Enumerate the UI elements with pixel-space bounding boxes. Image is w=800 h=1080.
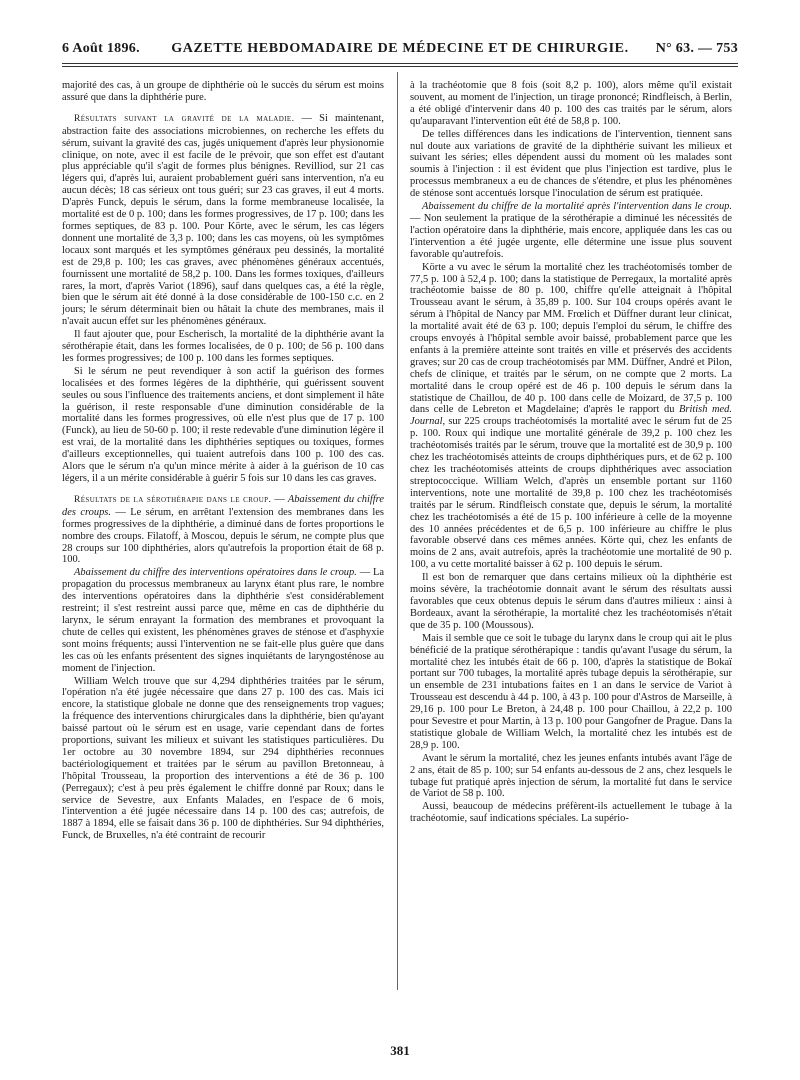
paragraph-text: Il est bon de remarquer que dans certains milieux où la diphthérie est moins sévère, la trachéotomie donnait avant le sérum des résultats aussi favorables que ceux obtenus depuis le sérum dans d'autres milieux : ainsi à Bordeaux, avant la sérothérapie, la mortalité chez les trachéotomisés n'était que de 35 p. 100 (Moussous). xyxy=(410,572,732,631)
paragraph xyxy=(410,201,732,261)
paragraph-text: Mais il semble que ce soit le tubage du larynx dans le croup qui ait le plus bénéficié de la pratique sérothérapique : tandis qu'avant l'usage du sérum, la mortalité chez les intubés était de 66 p. 100, d'après la statistique de Bokaï portant sur 700 tubages, la mortalité après tubage depuis la sérothérapie, sur un ensemble de 231 intubations faites en 1 an dans le service de Variot à Trousseau est descendu à 44 p. 100, à 43 p. 100 pour d'Astros de Marseille, à 29,16 p. 100 pour Le Breton, à 24,48 p. 100 pour Chaillou, à 22,2 p. 100 pour Sevestre et pour Martin, à 13 p. 100 pour Gangofner de Prague. Dans la statistique globale de William Welch, la mortalité chez les intubés est de 28,9 p. 100. xyxy=(410,632,732,751)
paragraph-text: — Non seulement la pratique de la sérothérapie a diminué les nécessités de l'action opératoire dans la diphthérie, mais encore, appliquée dans les cas ou l'intervention a été jugée urgente, elle détermine une issue plus souvent favorable qu'autrefois. xyxy=(410,212,732,260)
journal-title: GAZETTE HEBDOMADAIRE DE MÉDECINE ET DE CHIRURGIE. xyxy=(171,41,629,56)
paragraph xyxy=(62,366,384,485)
page-folio: 381 xyxy=(390,1043,410,1058)
paragraph-text: William Welch trouve que sur 4,294 diphthéries traitées par le sérum, l'opération n'a été jugée nécessaire que dans 27 p. 100 des cas. Mais ici encore, la statistique globale ne donne que des renseignements trop vagues; la fréquence des interventions chirurgicales dans la diphthérie, bien qu'ayant baissé partout où le sérum est en usage, varie cependant dans de fortes proportions, suivant les milieux et suivant les statistiques particulières. Du 1er octobre au 30 novembre 1894, sur 294 diphthéries reconnues bactériologiquement et traitées par le sérum au pavillon Bretonneau, à l'hôpital Trousseau, la proportion des interventions a été de 36 p. 100 (Perregaux); c'est à peu près également le chiffre donné par Roux; dans le service de Sevestre, aux Enfants Malades, en l'espace de 6 mois, l'intervention a été jugée nécessaire dans 14 p. 100 des cas; autrefois, de 1887 à 1894, elle se faisait dans 36 p. 100 de diphthéries. Sur 94 diphthéries, Funck, de Bruxelles, n'a été contraint de recourir xyxy=(62,675,384,842)
header-rule-bottom xyxy=(62,66,738,67)
paragraph-text: — xyxy=(271,493,288,505)
right-column xyxy=(410,80,732,826)
subsection-heading: Abaissement du chiffre de la mortalité après l'intervention dans le croup. xyxy=(422,201,732,213)
paragraph-text: majorité des cas, à un groupe de diphthérie où le succès du sérum est moins assuré que dans la diphthérie pure. xyxy=(62,80,384,103)
running-header xyxy=(62,38,738,60)
paragraph-text: Si le sérum ne peut revendiquer à son actif la guérison des formes localisées et des formes légères de la diphthérie, qui guérissent souvent seules ou sous l'influence des traitements anciens, et dont simplement il hâte la guérison, il reste responsable d'une diminution considérable de la mortalité dans les formes progressives, où elle n'est plus que de 17 p. 100 (Funck), au lieu de 50-60 p. 100; il reste redevable d'une diminution légère il est vrai, de la mortalité dans les diphthéries septiques ou toxiques, formes d'ailleurs exceptionnelles, qui tuaient autrefois dans 100 p. 100 des cas. Alors que le sérum n'a qu'un mince mérite à aider à la guérison de 10 cas légers, il a un mérite considérable à guérir 5 fois sur 10 dans les cas graves. xyxy=(62,365,384,484)
column-divider xyxy=(397,72,398,990)
paragraph-text: — Si maintenant, abstraction faite des associations microbiennes, on recherche les effets du sérum, suivant la gravité des cas, jugés uniquement d'après leur physionomie clinique, on note, avec il est facile de le prévoir, que son effet est d'autant plus appréciable qu'il s'agit de formes plus bénignes. Revilliod, sur 21 cas légers qui, d'après lui, auraient probablement guéri sans intervention, n'a eu aucun décès; 18 cas sérieux ont tous guéri; sur 23 cas graves, il eut 4 morts. D'après Funck, depuis le sérum, dans la forme membraneuse localisée, la mortalité est de 0 p. 100; dans les formes progressives, de 17 p. 100; dans les formes septiques, de 83 p. 100. Pour Körte, avec le sérum, les cas légers donnent une mortalité de 3,3 p. 100; dans les cas moyens, où les symptômes locaux sont marqués et les symptômes généraux peu dessinés, la mortalité est de 29,8 p. 100; les cas graves, avec phénomènes généraux accentués, fournissent une mortalité de 58,2 p. 100. Dans les formes toxiques, d'ailleurs rares, la mort, d'après Variot (1896), sauf dans quelques cas, a été la règle, bien que le sérum ait été donné à la dose considérable de 100-150 c.c. en 2 jours; le sérum déterminait bien ou hâtait la chute des membranes, mais il n'avait aucun effet sur les phénomènes généraux. xyxy=(62,112,384,328)
paragraph xyxy=(410,633,732,752)
paragraph-text: Il faut ajouter que, pour Escherisch, la mortalité de la diphthérie avant la sérothérapie était, dans les formes localisées, de 0 p. 100; de 56 p. 100 dans les formes progressives; de 100 p. 100 dans les formes septiques. xyxy=(62,329,384,364)
paragraph-text: à la trachéotomie que 8 fois (soit 8,2 p. 100), alors même qu'il existait souvent, au moment de l'injection, un tirage prononcé; Rindfleisch, à Berlin, a été obligé d'intervenir dans 40 p. 100 des cas traités par le sérum, alors qu'auparavant l'intervention eût été de 58,8 p. 100. xyxy=(410,80,732,127)
section-heading: Résultats de la sérothérapie dans le croup. xyxy=(74,494,272,505)
paragraph-text: — Le sérum, en arrêtant l'extension des membranes dans les formes progressives de la diphthérie, a diminué dans de fortes proportions le nombre des croups. Filatoff, à Moscou, depuis le sérum, ne compte plus que 28 croups sur 100 diphthéries, alors qu'autrefois la proportion était de 68 p. 100. xyxy=(62,506,384,566)
paragraph xyxy=(62,329,384,365)
paragraph xyxy=(62,567,384,674)
paragraph-text: Avant le sérum la mortalité, chez les jeunes enfants intubés avant l'âge de 2 ans, était de 85 p. 100; sur 54 enfants au-dessous de 2 ans, chez lesquels le tubage fut pratiqué après injection de sérum, la mortalité fut dans le service de Variot de 58 p. 100. xyxy=(410,752,732,800)
paragraph xyxy=(410,80,732,128)
paragraph-text: De telles différences dans les indications de l'intervention, tiennent sans nul doute aux variations de gravité de la diphthérie suivant les milieux et suivant les séries; elles dépendent aussi du moment où les malades sont soumis à l'injection : il est évident que plus l'injection est tardive, plus le processus membraneux a eu de chances de s'étendre, et plus les phénomènes de sténose sont accentués lorsque l'inoculation de sérum est pratiquée. xyxy=(410,128,732,200)
paragraph-text: Aussi, beaucoup de médecins préfèrent-ils actuellement le tubage à la trachéotomie, sauf indications spéciales. La supério- xyxy=(410,801,732,825)
section-heading: Résultats suivant la gravité de la maladie. xyxy=(74,113,295,124)
paragraph-text: Körte a vu avec le sérum la mortalité chez les trachéotomisés tomber de 77,5 p. 100 à 52,4 p. 100; dans la statistique de Perregaux, la mortalité après trachéotomie baisse de 80 p. 100, chiffre qu'elle atteignait à l'hôpital Trousseau avant le sérum, à 35,89 p. 100. Sur 104 croups opérés avant le sérum à l'hôpital de Nancy par MM. Frœlich et Düffner durant leur clinicat, la mortalité avait été de 63 p. 100; depuis l'emploi du sérum, le chiffre des croups envoyés à l'hôpital semble avoir baissé, probablement parce que les enfants à la première atteinte sont traités en ville et préservés des accidents graves; sur 20 cas de croup trachéotomisés par MM. Düffner, André et Pilon, chefs de clinique, et traités par le sérum, on ne compte que 2 morts. La mortalité dans le croup opéré est de 46 p. 100 depuis le sérum dans la statistique de Chaillou, de 40 p. 100 dans celle de Moizard, de 37,5 p. 100 dans celle de Lebreton et Magdelaine; d'après le rapport du xyxy=(410,261,732,416)
paragraph-text: , sur 225 croups trachéotomisés la mortalité avec le sérum fut de 25 p. 100. Roux qui indique une mortalité générale de 39,2 p. 100 chez les trachéotomisés traités par le sérum, trouve que la mortalité est de 30,9 p. 100 chez les trachéotomisés atteints de croups diphthériques purs, et de 62 p. 100 chez les trachéotomisés atteints de croups diphthériques avec association streptococcique. William Welch, d'après un ensemble portant sur 1160 interventions, note une mortalité de 39,8 p. 100 chez les trachéotomisés traités par le sérum. Rindfleisch constate que, depuis le sérum, la mortalité chez les trachéotomisés a été de 15 p. 100 inférieure à celle de la moyenne des 10 années précédentes et de 6,5 p. 100 inférieure au chiffre le plus favorable observé dans ces mêmes années. Körte qui, chez les enfants de moins de 2 ans, avait autrefois, après la trachéotomie une mortalité de 90 p. 100, a vu cette mortalité baisser à 62 p. 100 depuis le sérum. xyxy=(410,416,732,571)
paragraph xyxy=(62,113,384,328)
paragraph xyxy=(410,801,732,825)
header-rule-top xyxy=(62,63,738,64)
paragraph xyxy=(62,494,384,566)
issue-date: 6 Août 1896. xyxy=(62,41,140,56)
paragraph xyxy=(410,753,732,801)
paragraph-text: — La propagation du processus membraneux au larynx étant plus rare, le nombre des interventions opératoires dans la diphthérie s'est considérablement restreint; il s'est restreint aussi parce que, même en cas de diphthérie du larynx, le sérum enrayant la formation des membranes et provoquant la chute de celles qui existent, les phénomènes graves de sténose et d'asphyxie sont moins fréquents; aussi l'intervention ne se fait-elle plus guère que dans les cas où les enfants présentent des signes inquiétants de laryngosténose au moment de l'injection. xyxy=(62,567,384,674)
paragraph xyxy=(410,129,732,200)
left-column xyxy=(62,80,384,843)
subsection-heading: Abaissement du chiffre des interventions opératoires dans le croup. xyxy=(74,567,357,579)
subsection-heading: British med. Journal xyxy=(410,404,732,428)
paragraph xyxy=(410,262,732,572)
paragraph xyxy=(62,676,384,843)
paragraph xyxy=(410,572,732,632)
issue-number: N° 63. — 753 xyxy=(655,41,738,56)
subsection-heading: Abaissement du chiffre des croups. xyxy=(62,493,384,518)
paragraph xyxy=(62,80,384,104)
